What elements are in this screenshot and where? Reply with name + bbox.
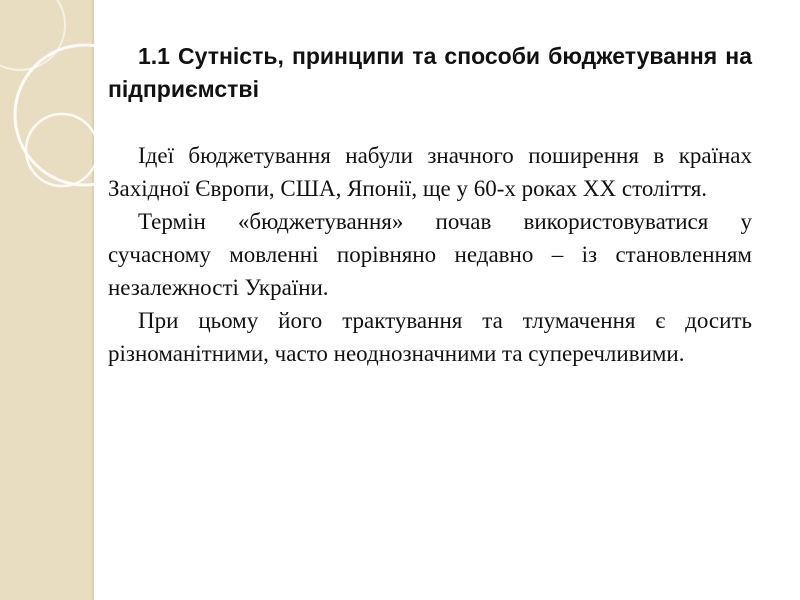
slide-heading: 1.1 Сутність, принципи та способи бюджетування на підприємстві: [108, 43, 752, 102]
side-band-edge: [92, 0, 94, 600]
spacer: [108, 106, 752, 139]
paragraph-1: Ідеї бюджетування набули значного поширення в країнах Західної Європи, США, Японії, ще у 60-х роках ХХ століття.: [108, 143, 752, 201]
slide-content: [108, 40, 752, 370]
side-band: [0, 0, 92, 600]
paragraph-3: При цьому його трактування та тлумачення є досить різноманітними, часто неоднозначними та суперечливими.: [108, 308, 752, 366]
paragraph-2: Термін «бюджетування» почав використовуватися у сучасному мовленні порівняно недавно – із становленням незалежності України.: [108, 209, 752, 300]
